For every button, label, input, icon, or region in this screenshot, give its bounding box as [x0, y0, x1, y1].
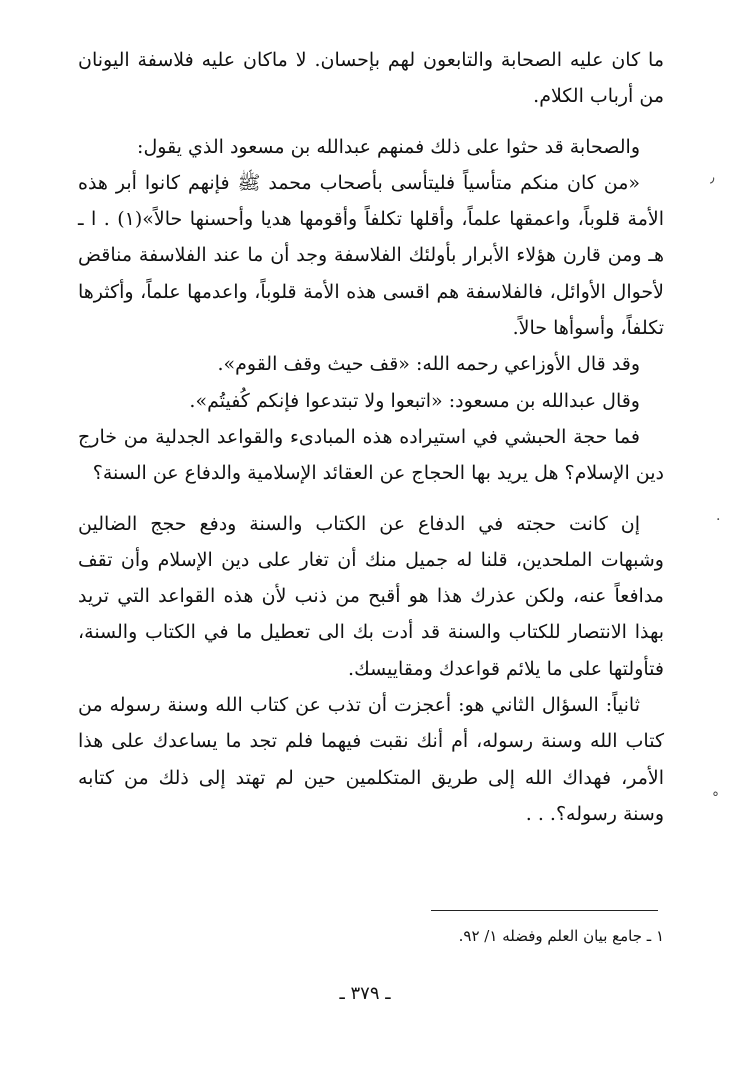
- footnote: ١ ـ جامع بيان العلم وفضله ١/ ٩٢.: [458, 927, 664, 945]
- paragraph-4: وقد قال الأوزاعي رحمه الله: «قف حيث وقف القوم».: [217, 353, 640, 376]
- footnote-divider: [431, 910, 658, 911]
- paragraph-1: ما كان عليه الصحابة والتابعون لهم بإحسان. لا ماكان عليه فلاسفة اليونان من أرباب الكلام.: [78, 49, 664, 108]
- paragraph-8: ثانياً: السؤال الثاني هو: أعجزت أن تذب عن كتاب الله وسنة رسوله من كتاب الله وسنة رسوله، أم أنك نقبت فيهما فلم تجد ما يساعدك على هذا الأمر، فهداك الله إلى طريق المتكلمين حين لم تهتد إلى ذلك من كتابه وسنة رسوله؟. . .: [78, 694, 664, 825]
- main-text: [78, 42, 664, 832]
- margin-mark: ٫: [710, 170, 715, 186]
- paragraph-6: فما حجة الحبشي في استيراده هذه المبادىء والقواعد الجدلية من خارج دين الإسلام؟ هل يريد بها الحجاج عن العقائد الإسلامية والدفاع عن السنة؟: [78, 425, 664, 485]
- paragraph-5: وقال عبدالله بن مسعود: «اتبعوا ولا تبتدعوا فإنكم كُفيتُم».: [189, 389, 640, 412]
- margin-mark: °: [712, 790, 719, 806]
- paragraph-7: إن كانت حجته في الدفاع عن الكتاب والسنة ودفع حجج الضالين وشبهات الملحدين، قلنا له جميل منك أن تغار على دين الإسلام وأن تقف مدافعاً عنه، ولكن عذرك هذا هو أقبح من ذنب لأن هذه القواعد التي تريد بهذا الانتصار للكتاب والسنة قد أدت بك الى تعطيل ما في الكتاب والسنة، فتأولتها على ما يلائم قواعدك ومقاييسك.: [78, 512, 664, 680]
- paragraph-2: والصحابة قد حثوا على ذلك فمنهم عبدالله بن مسعود الذي يقول:: [137, 135, 640, 158]
- margin-mark: .: [716, 508, 721, 524]
- page-number: ـ ٣٧٩ ـ: [339, 983, 391, 1004]
- paragraph-3: «من كان منكم متأسياً فليتأسى بأصحاب محمد ﷺ فإنهم كانوا أبر هذه الأمة قلوباً، واعمقها علماً، وأقلها تكلفاً وأقومها هديا وأحسنها حالاً»(١) . ا ـ هـ ومن قارن هؤلاء الأبرار بأولئك الفلاسفة وجد أن ما عند الفلاسفة مناقض لأحوال الأوائل، فالفلاسفة هم اقسى هذه الأمة قلوباً، واعدمها علماً، وأكثرها تكلفاً، وأسوأها حالاً.: [78, 171, 664, 340]
